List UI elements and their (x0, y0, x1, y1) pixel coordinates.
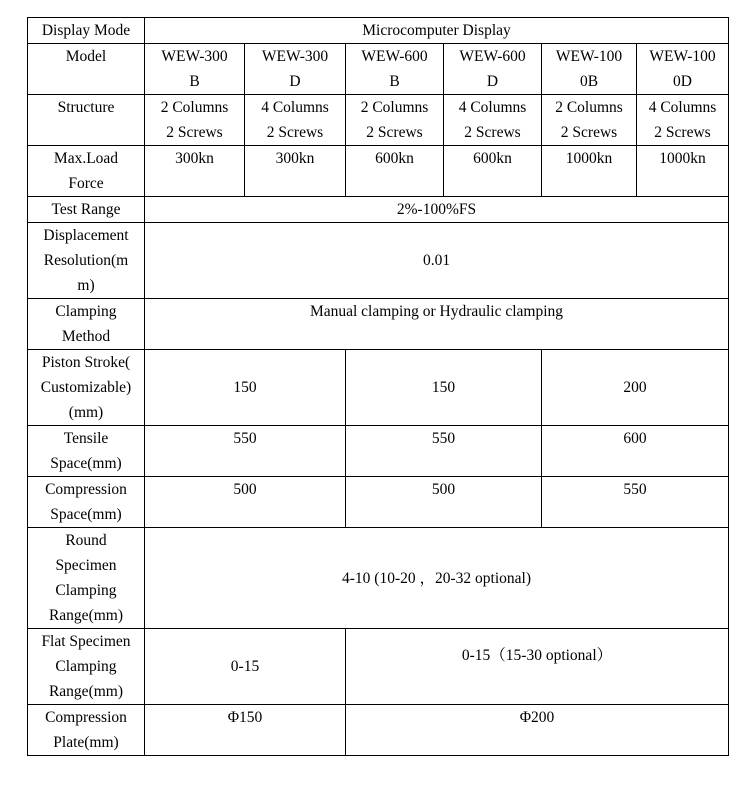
row-max-load (28, 146, 729, 197)
spec-table (27, 17, 729, 756)
row-compression-space (28, 477, 729, 528)
value-displacement: 0.01 (145, 223, 729, 299)
compression-plate-cell: Φ200 (346, 705, 729, 756)
row-compression-plate (28, 705, 729, 756)
row-model (28, 44, 729, 95)
compression-space-cell: 500 (346, 477, 542, 528)
row-round-specimen (28, 528, 729, 629)
structure-cell: 2 Columns 2 Screws (542, 95, 637, 146)
value-test-range: 2%-100%FS (145, 197, 729, 223)
max-load-cell: 1000kn (637, 146, 729, 197)
label-structure: Structure (28, 95, 145, 146)
max-load-cell: 600kn (346, 146, 444, 197)
model-cell: WEW-600 D (444, 44, 542, 95)
label-round-specimen: Round Specimen Clamping Range(mm) (28, 528, 145, 629)
label-tensile-space: Tensile Space(mm) (28, 426, 145, 477)
row-clamping-method (28, 299, 729, 350)
structure-cell: 2 Columns 2 Screws (346, 95, 444, 146)
piston-stroke-cell: 150 (346, 350, 542, 426)
structure-cell: 4 Columns 2 Screws (245, 95, 346, 146)
max-load-cell: 300kn (145, 146, 245, 197)
label-flat-specimen: Flat Specimen Clamping Range(mm) (28, 629, 145, 705)
label-model: Model (28, 44, 145, 95)
row-tensile-space (28, 426, 729, 477)
flat-specimen-cell: 0-15（15-30 optional） (346, 629, 729, 705)
structure-cell: 4 Columns 2 Screws (637, 95, 729, 146)
compression-space-cell: 500 (145, 477, 346, 528)
label-max-load: Max.Load Force (28, 146, 145, 197)
flat-specimen-cell: 0-15 (145, 629, 346, 705)
value-round-specimen: 4-10 (10-20 ，20-32 optional) (145, 528, 729, 629)
tensile-space-cell: 550 (145, 426, 346, 477)
max-load-cell: 1000kn (542, 146, 637, 197)
label-piston-stroke: Piston Stroke( Customizable) (mm) (28, 350, 145, 426)
structure-cell: 2 Columns 2 Screws (145, 95, 245, 146)
model-cell: WEW-100 0D (637, 44, 729, 95)
compression-space-cell: 550 (542, 477, 729, 528)
compression-plate-cell: Φ150 (145, 705, 346, 756)
label-displacement: Displacement Resolution(m m) (28, 223, 145, 299)
model-cell: WEW-300 D (245, 44, 346, 95)
piston-stroke-cell: 200 (542, 350, 729, 426)
row-structure (28, 95, 729, 146)
label-compression-plate: Compression Plate(mm) (28, 705, 145, 756)
piston-stroke-cell: 150 (145, 350, 346, 426)
row-piston-stroke (28, 350, 729, 426)
value-display-mode: Microcomputer Display (145, 18, 729, 44)
value-clamping-method: Manual clamping or Hydraulic clamping (145, 299, 729, 350)
label-clamping-method: Clamping Method (28, 299, 145, 350)
tensile-space-cell: 550 (346, 426, 542, 477)
label-display-mode: Display Mode (28, 18, 145, 44)
max-load-cell: 300kn (245, 146, 346, 197)
structure-cell: 4 Columns 2 Screws (444, 95, 542, 146)
row-displacement (28, 223, 729, 299)
model-cell: WEW-600 B (346, 44, 444, 95)
row-test-range (28, 197, 729, 223)
max-load-cell: 600kn (444, 146, 542, 197)
label-compression-space: Compression Space(mm) (28, 477, 145, 528)
model-cell: WEW-300 B (145, 44, 245, 95)
label-test-range: Test Range (28, 197, 145, 223)
row-display-mode (28, 18, 729, 44)
tensile-space-cell: 600 (542, 426, 729, 477)
row-flat-specimen (28, 629, 729, 705)
model-cell: WEW-100 0B (542, 44, 637, 95)
